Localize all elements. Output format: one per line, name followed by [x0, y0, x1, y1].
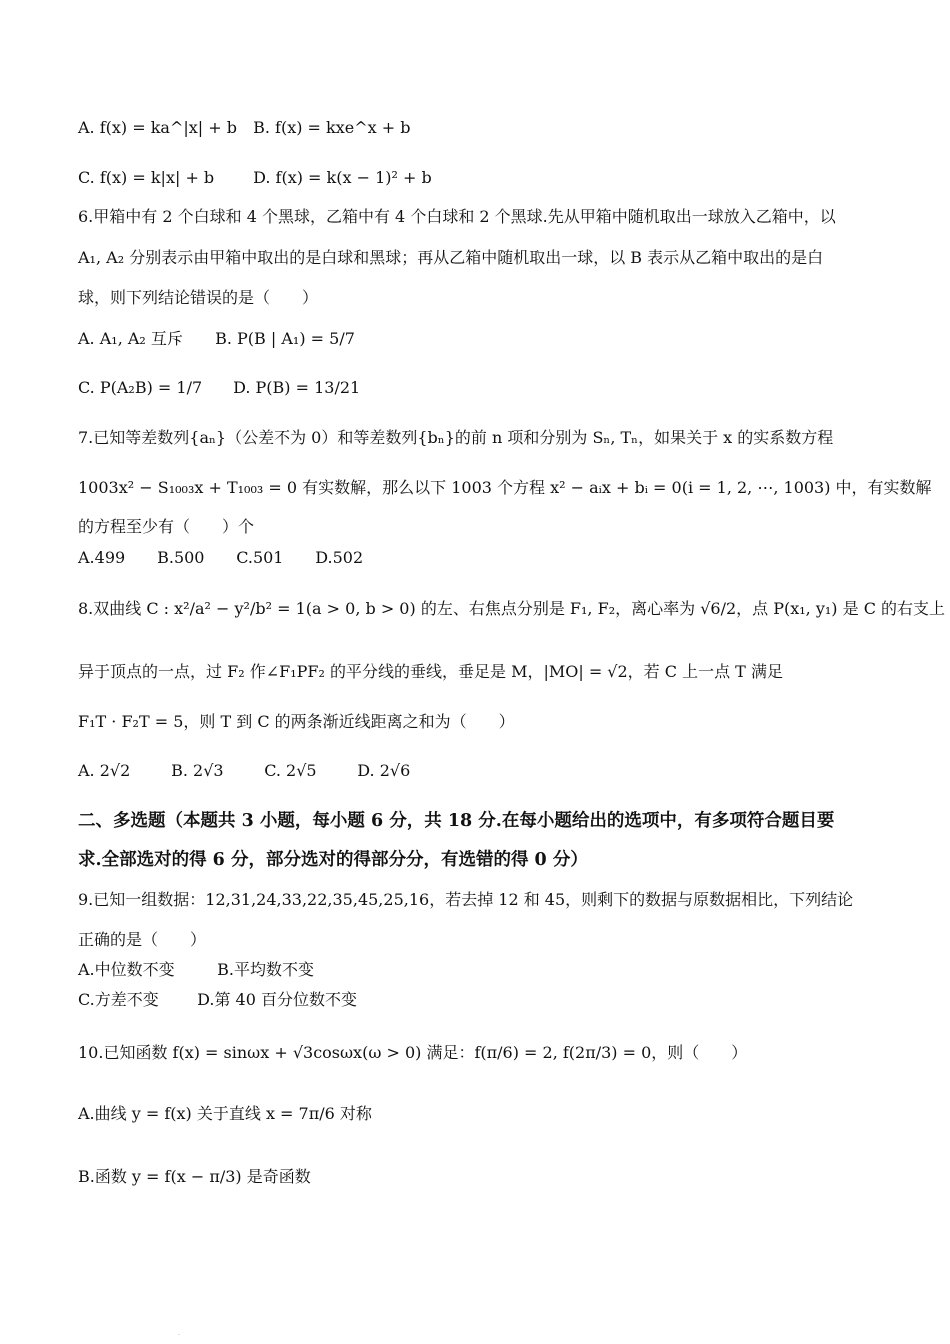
q9-option-b: B.平均数不变 — [217, 960, 314, 979]
q9-options-row1 — [78, 959, 314, 981]
q7-options — [78, 547, 363, 569]
q10-line1: 10.已知函数 f(x) = sinωx + √3cosωx(ω > 0) 满足：f(π/6) = 2, f(2π/3) = 0，则（ ） — [78, 1043, 748, 1062]
q9-line1: 9.已知一组数据：12,31,24,33,22,35,45,25,16，若去掉 12 和 45，则剩下的数据与原数据相比，下列结论 — [78, 890, 854, 909]
q8-option-c: C. 2√5 — [264, 761, 317, 780]
section2-heading-line1: 二、多选题（本题共 3 小题，每小题 6 分，共 18 分.在每小题给出的选项中，有多项符合题目要 — [78, 811, 835, 831]
q7-line2: 1003x² − S₁₀₀₃x + T₁₀₀₃ = 0 有实数解，那么以下 1003 个方程 x² − aᵢx + bᵢ = 0(i = 1, 2, ⋯, 1003) 中，有实数解 — [78, 478, 932, 497]
q5-option-b: B. f(x) = kxe^x + b — [253, 118, 411, 137]
q8-line1: 8.双曲线 C : x²/a² − y²/b² = 1(a > 0, b > 0) 的左、右焦点分别是 F₁, F₂，离心率为 √6/2，点 P(x₁, y₁) 是 C 的右支上 — [78, 599, 946, 618]
q6-option-b: B. P(B | A₁) = 5/7 — [215, 329, 355, 348]
q7-line1: 7.已知等差数列{aₙ}（公差不为 0）和等差数列{bₙ}的前 n 项和分别为 Sₙ, Tₙ，如果关于 x 的实系数方程 — [78, 428, 834, 447]
q6-line3: 球，则下列结论错误的是（ ） — [78, 288, 319, 307]
q5-option-c: C. f(x) = k|x| + b — [78, 168, 215, 187]
q6-line2: A₁, A₂ 分别表示由甲箱中取出的是白球和黑球；再从乙箱中随机取出一球，以 B 表示从乙箱中取出的是白 — [78, 248, 824, 267]
q10-option-b: B.函数 y = f(x − π/3) 是奇函数 — [78, 1167, 311, 1186]
q6-option-a: A. A₁, A₂ 互斥 — [78, 329, 183, 348]
q9-option-d: D.第 40 百分位数不变 — [197, 990, 357, 1009]
q9-line2: 正确的是（ ） — [78, 930, 207, 949]
q8-option-a: A. 2√2 — [78, 761, 131, 780]
q6-line1: 6.甲箱中有 2 个白球和 4 个黑球，乙箱中有 4 个白球和 2 个黑球.先从甲箱中随机取出一球放入乙箱中，以 — [78, 207, 836, 226]
q5-option-a: A. f(x) = ka^|x| + b — [78, 118, 237, 137]
q8-option-b: B. 2√3 — [171, 761, 224, 780]
q9-option-a: A.中位数不变 — [78, 960, 175, 979]
footer-mark: . — [178, 1330, 180, 1337]
section2-heading-line2: 求.全部选对的得 6 分，部分选对的得部分分，有选错的得 0 分） — [78, 850, 588, 870]
q5-options-row2 — [78, 167, 432, 189]
q6-options-row2 — [78, 377, 360, 399]
q6-option-c: C. P(A₂B) = 1/7 — [78, 378, 203, 397]
q7-option-d: D.502 — [315, 548, 364, 567]
q8-option-d: D. 2√6 — [357, 761, 411, 780]
q8-options — [78, 760, 410, 782]
q9-options-row2 — [78, 989, 357, 1011]
q9-option-c: C.方差不变 — [78, 990, 159, 1009]
q7-option-b: B.500 — [157, 548, 205, 567]
q6-option-d: D. P(B) = 13/21 — [233, 378, 361, 397]
q7-option-a: A.499 — [78, 548, 126, 567]
q5-option-d: D. f(x) = k(x − 1)² + b — [253, 168, 432, 187]
q7-option-c: C.501 — [236, 548, 284, 567]
q8-line3: F₁T · F₂T = 5，则 T 到 C 的两条渐近线距离之和为（ ） — [78, 712, 515, 731]
q5-options-row1 — [78, 117, 410, 139]
q7-line3: 的方程至少有（ ）个 — [78, 517, 255, 536]
q8-line2: 异于顶点的一点，过 F₂ 作∠F₁PF₂ 的平分线的垂线，垂足是 M，|MO| = √2，若 C 上一点 T 满足 — [78, 662, 783, 681]
q6-options-row1 — [78, 328, 355, 350]
q10-option-a: A.曲线 y = f(x) 关于直线 x = 7π/6 对称 — [78, 1104, 372, 1123]
